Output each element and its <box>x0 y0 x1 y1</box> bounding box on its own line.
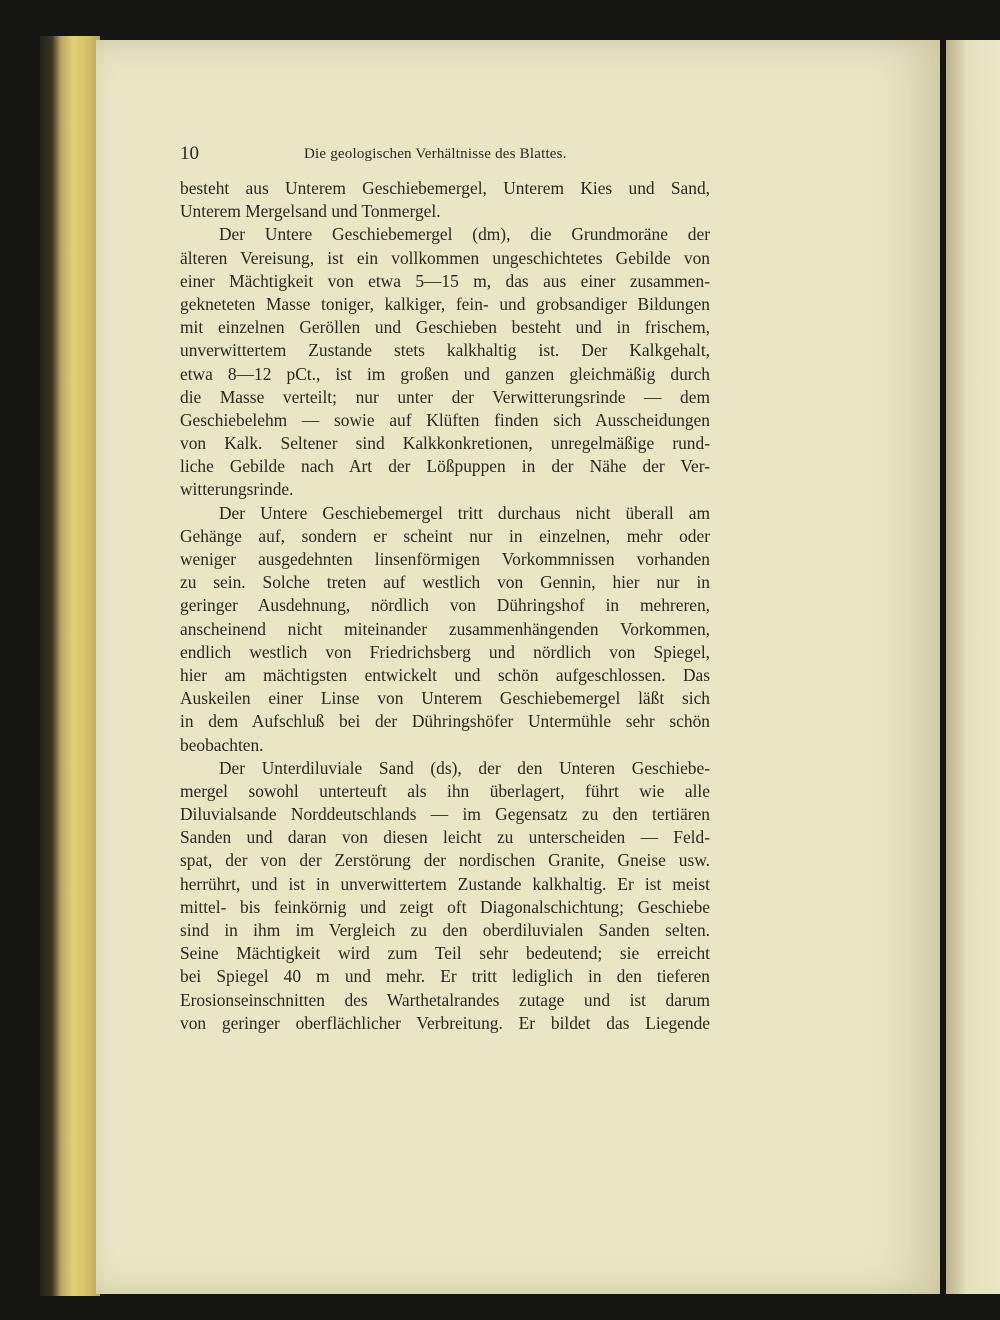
page-header <box>180 143 710 169</box>
text-line: von geringer oberflächlicher Verbreitung. Er bildet das Liegende <box>180 1012 710 1033</box>
text-line: Unterem Mergelsand und Tonmergel. <box>180 201 441 222</box>
text-line: gekneteten Masse toniger, kalkiger, fein- und grobsandiger Bildungen <box>180 293 710 314</box>
text-line: in dem Aufschluß bei der Dühringshöfer Untermühle sehr schön <box>180 711 710 732</box>
text-line: geringer Ausdehnung, nördlich von Dühringshof in mehreren, <box>180 595 710 616</box>
text-line: Gehänge auf, sondern er scheint nur in einzelnen, mehr oder <box>180 525 710 546</box>
text-line: Auskeilen einer Linse von Unterem Geschiebemergel läßt sich <box>180 688 710 709</box>
text-line: weniger ausgedehnten linsenförmigen Vorkommnissen vorhanden <box>180 549 710 569</box>
text-line: hier am mächtigsten entwickelt und schön aufgeschlossen. Das <box>180 664 710 685</box>
text-line: spat, der von der Zerstörung der nordischen Granite, Gneise usw. <box>180 850 710 871</box>
text-line: Der Untere Geschiebemergel tritt durchaus nicht überall am <box>219 502 710 523</box>
text-line: die Masse verteilt; nur unter der Verwitterungsrinde — dem <box>180 386 710 407</box>
text-line: anscheinend nicht miteinander zusammenhängenden Vorkommen, <box>180 618 710 639</box>
text-line: unverwittertem Zustande stets kalkhaltig ist. Der Kalkgehalt, <box>180 340 710 361</box>
text-line: endlich westlich von Friedrichsberg und nördlich von Spiegel, <box>180 641 710 662</box>
text-line: Der Untere Geschiebemergel (dm), die Grundmoräne der <box>219 224 710 245</box>
facing-page-edge <box>946 40 1000 1294</box>
page-number: 10 <box>180 143 199 164</box>
text-line: liche Gebilde nach Art der Lößpuppen in der Nähe der Ver- <box>180 456 710 477</box>
text-line: von Kalk. Seltener sind Kalkkonkretionen, unregelmäßige rund- <box>180 433 710 454</box>
text-line: mit einzelnen Geröllen und Geschieben besteht und in frischem, <box>180 317 710 338</box>
text-line: Seine Mächtigkeit wird zum Teil sehr bedeutend; sie erreicht <box>180 943 710 964</box>
text-line: Erosionseinschnitten des Warthetalrandes zutage und ist darum <box>180 989 710 1010</box>
text-line: älteren Vereisung, ist ein vollkommen ungeschichtetes Gebilde von <box>180 247 710 268</box>
text-line: Sanden und daran von diesen leicht zu unterscheiden — Feld- <box>180 827 710 848</box>
text-line: zu sein. Solche treten auf westlich von Gennin, hier nur in <box>180 572 710 593</box>
text-line: Der Unterdiluviale Sand (ds), der den Unteren Geschiebe- <box>219 757 710 778</box>
text-line: sind in ihm im Vergleich zu den oberdiluvialen Sanden selten. <box>180 920 710 940</box>
text-line: herrührt, und ist in unverwittertem Zustande kalkhaltig. Er ist meist <box>180 873 710 894</box>
text-line: bei Spiegel 40 m und mehr. Er tritt lediglich in den tieferen <box>180 966 710 987</box>
text-line: etwa 8—12 pCt., ist im großen und ganzen gleichmäßig durch <box>180 363 710 384</box>
text-line: einer Mächtigkeit von etwa 5—15 m, das aus einer zusammen- <box>180 270 710 291</box>
text-line: Geschiebelehm — sowie auf Klüften finden sich Ausscheidungen <box>180 409 710 430</box>
text-line: witterungsrinde. <box>180 479 294 500</box>
text-line: beobachten. <box>180 734 264 755</box>
running-title: Die geologischen Verhältnisse des Blattes. <box>304 146 567 162</box>
text-line: mittel- bis feinkörnig und zeigt oft Diagonalschichtung; Geschiebe <box>180 896 710 917</box>
text-line: besteht aus Unterem Geschiebemergel, Unterem Kies und Sand, <box>180 178 710 198</box>
text-line: mergel sowohl unterteuft als ihn überlagert, führt wie alle <box>180 780 710 801</box>
book-edge <box>40 36 100 1296</box>
body-text <box>180 177 710 1035</box>
text-line: Diluvialsande Norddeutschlands — im Gegensatz zu den tertiären <box>180 804 710 825</box>
